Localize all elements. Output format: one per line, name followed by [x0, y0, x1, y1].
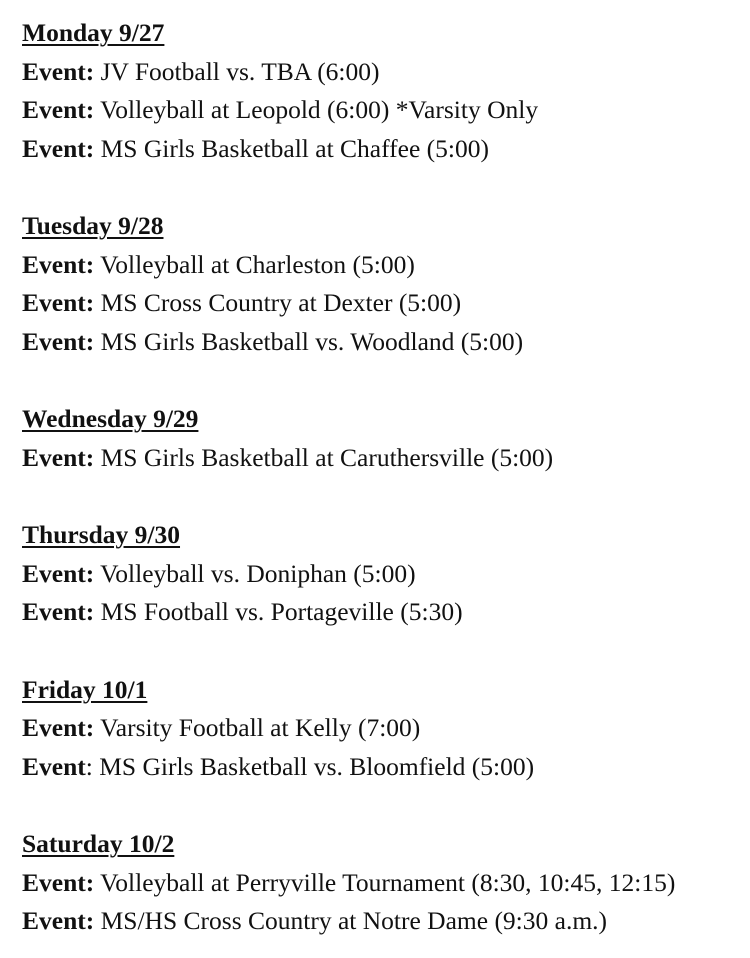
event-line — [22, 284, 744, 323]
event-label: Event: — [22, 906, 95, 935]
event-text: MS Girls Basketball at Chaffee (5:00) — [94, 133, 489, 163]
event-label: Event — [22, 751, 86, 781]
day-heading: Wednesday 9/29 — [22, 404, 199, 433]
event-separator: : — [85, 751, 93, 781]
day-section-monday — [22, 14, 744, 168]
event-text: MS Girls Basketball vs. Bloomfield (5:00) — [92, 751, 535, 781]
day-heading: Thursday 9/30 — [22, 520, 181, 549]
event-text: Volleyball at Perryville Tournament (8:30, 10:45, 12:15) — [94, 867, 676, 897]
event-line — [22, 593, 744, 632]
event-label: Event: — [22, 713, 95, 742]
event-line — [22, 864, 744, 903]
day-section-friday — [22, 671, 744, 787]
event-line — [22, 902, 744, 941]
event-line — [22, 555, 744, 594]
event-label: Event: — [22, 133, 95, 163]
event-label: Event: — [22, 597, 95, 626]
day-heading: Friday 10/1 — [22, 674, 148, 704]
day-section-thursday — [22, 516, 744, 632]
event-line — [22, 323, 744, 362]
event-line — [22, 53, 744, 92]
event-text: MS/HS Cross Country at Notre Dame (9:30 a.m.) — [94, 906, 608, 935]
event-text: MS Cross Country at Dexter (5:00) — [94, 288, 462, 317]
event-text: MS Girls Basketball at Caruthersville (5:00) — [94, 442, 554, 472]
day-section-wednesday — [22, 400, 744, 477]
event-text: Volleyball at Charleston (5:00) — [94, 249, 415, 279]
day-heading: Tuesday 9/28 — [22, 211, 164, 240]
event-line — [22, 91, 744, 130]
day-section-saturday — [22, 825, 744, 941]
event-line — [22, 439, 744, 478]
event-label: Event: — [22, 56, 95, 86]
event-text: MS Girls Basketball vs. Woodland (5:00) — [94, 326, 524, 356]
event-line — [22, 246, 744, 285]
event-label: Event: — [22, 95, 95, 124]
day-heading: Saturday 10/2 — [22, 829, 175, 858]
day-heading: Monday 9/27 — [22, 18, 165, 47]
day-section-tuesday — [22, 207, 744, 361]
event-label: Event: — [22, 326, 95, 356]
event-text: Varsity Football at Kelly (7:00) — [94, 713, 421, 742]
event-label: Event: — [22, 867, 95, 897]
event-line — [22, 709, 744, 748]
event-text: Volleyball at Leopold (6:00) *Varsity Only — [94, 95, 539, 124]
event-schedule — [22, 14, 744, 941]
event-text: Volleyball vs. Doniphan (5:00) — [94, 558, 416, 588]
event-label: Event: — [22, 249, 95, 279]
event-label: Event: — [22, 442, 95, 472]
event-text: MS Football vs. Portageville (5:30) — [94, 597, 463, 626]
event-label: Event: — [22, 558, 95, 588]
event-text: JV Football vs. TBA (6:00) — [94, 56, 380, 86]
event-line — [22, 130, 744, 169]
event-label: Event: — [22, 288, 95, 317]
event-line — [22, 748, 744, 787]
